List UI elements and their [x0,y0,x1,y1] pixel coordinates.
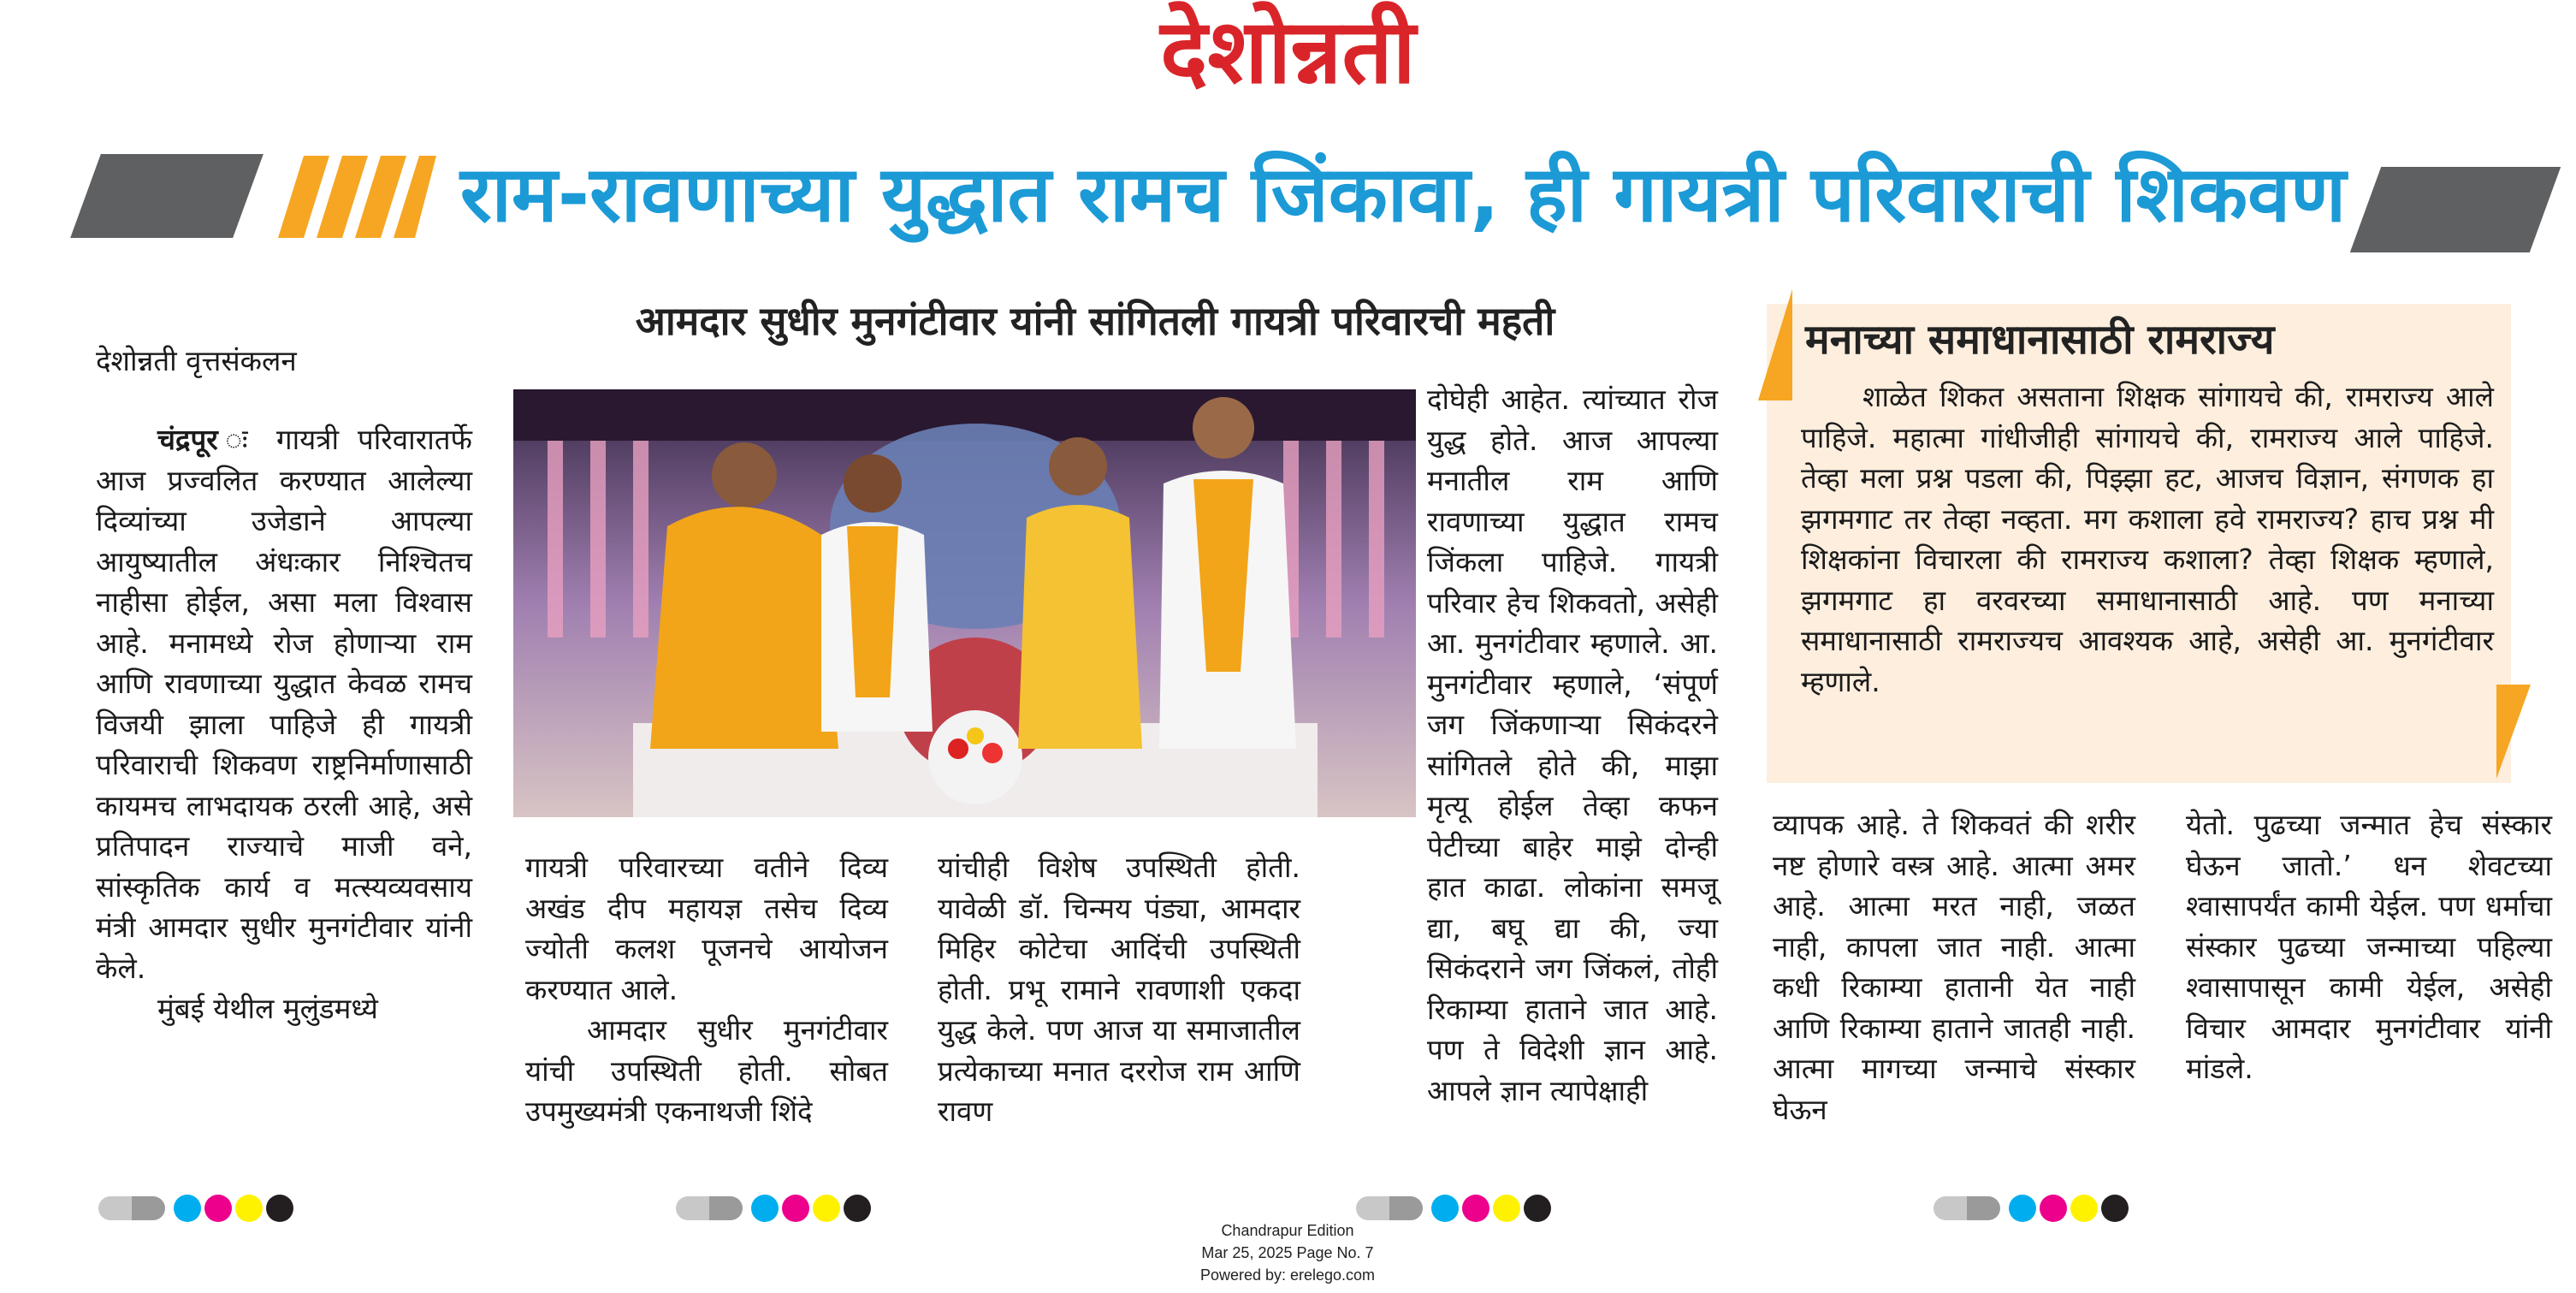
sidebar-title: मनाच्या समाधानासाठी रामराज्य [1805,316,2275,364]
column-4-text: दोघेही आहेत. त्यांच्यात रोज युद्ध होते. आज आपल्या मनातील राम आणि रावणाच्या युद्धात रामच जिंकला पाहिजे. गायत्री परिवार हेच शिकवतो, असेही आ. मुनगंटीवार म्हणाले. आ. मुनगंटीवार म्हणाले, ‘संपूर्ण जग जिंकणाऱ्या सिकंदरने सांगितले होते की, माझा मृत्यू होईल तेव्हा कफन पेटीच्या बाहेर माझे दोन्ही हात काढा. लोकांना समजू द्या, बघू द्या की, ज्या सिकंदराने जग जिंकलं, तोही रिकाम्या हाताने जात आहे. पण ते विदेशी ज्ञान आहे. आपले ज्ञान त्यापेक्षाही [1427,383,1718,1107]
sidebar-body [1801,377,2494,702]
banner-left-bar [70,154,264,238]
registration-marks-2 [676,1191,881,1225]
column-5-text: व्यापक आहे. ते शिकवतं की शरीर नष्ट होणारे वस्त्र आहे. आत्मा अमर आहे. आत्मा मरत नाही, जळत नाही, कापला जात नाही. आत्मा कधी रिकाम्या हातानी येत नाही आणि रिकाम्या हाताने जातही नाही. आत्मा मागच्या जन्माचे संस्कार घेऊन [1773,808,2135,1126]
banner-headline: राम-रावणाच्या युद्धात रामच जिंकावा, ही गायत्री परिवाराची शिकवण [459,150,2347,240]
column-1-paragraph-2: मुंबई येथील मुलुंडमध्ये [157,992,378,1025]
banner-right-bar [2350,167,2561,252]
article-column-4 [1427,379,1718,1111]
masthead-logo: देशोन्नती [1160,0,1416,104]
footer-edition: Chandrapur Edition [1221,1222,1354,1239]
registration-marks-1 [98,1191,304,1225]
sidebar-corner-top [1758,289,1792,400]
footer-date-page: Mar 25, 2025 Page No. 7 [1201,1244,1374,1261]
byline: देशोन्नती वृत्तसंकलन [96,344,297,377]
column-2-paragraph-1: गायत्री परिवारच्या वतीने दिव्य अखंड दीप महायज्ञ तसेच दिव्य ज्योती कलश पूजनचे आयोजन करण्यात आले. [525,851,888,1006]
dateline-city: चंद्रपूर [157,423,218,456]
page-footer [1116,1219,1459,1286]
column-6-text: येतो. पुढच्या जन्मात हेच संस्कार घेऊन जातो.’ धन शेवटच्या श्वासापर्यंत कामी येईल. पण धर्माचा संस्कार पुढच्या जन्माच्या पहिल्या श्वासापासून कामी येईल, असेही विचार आमदार मुनगंटीवार यांनी मांडले. [2186,808,2552,1085]
event-photo [513,389,1416,817]
column-1-text: ः गायत्री परिवारातर्फे आज प्रज्वलित करण्यात आलेल्या दिव्यांच्या उजेडाने आपल्या आयुष्यातील अंधःकार निश्चितच नाहीसा होईल, असा मला विश्वास आहे. मनामध्ये रोज होणाऱ्या राम आणि रावणाच्या युद्धात केवळ रामच विजयी झाला पाहिजे ही गायत्री परिवाराची शिकवण राष्ट्रनिर्माणासाठी कायमच लाभदायक ठरली आहे, असे प्रतिपादन राज्याचे माजी वने, सांस्कृतिक कार्य व मत्स्यव्यवसाय मंत्री आमदार सुधीर मुनगंटीवार यांनी केले. [96,423,472,985]
article-column-5 [1773,804,2135,1130]
article-column-1 [96,419,472,1029]
article-column-3 [938,847,1300,1132]
sidebar-corner-bottom [2496,685,2531,779]
column-3-text: यांचीही विशेष उपस्थिती होती. यावेळी डॉ. चिन्मय पंड्या, आमदार मिहिर कोटेचा आदिंची उपस्थिती होती. प्रभू रामाने रावणाशी एकदा युद्ध केले. पण आज या समाजातील प्रत्येकाच्या मनात दररोज राम आणि रावण [938,851,1300,1128]
sidebar-text: शाळेत शिकत असताना शिक्षक सांगायचे की, रामराज्य आले पाहिजे. महात्मा गांधीजीही सांगायचे की, रामराज्य आले पाहिजे. तेव्हा मला प्रश्न पडला की, पिझ्झा हट, आजच विज्ञान, संगणक हा झगमगाट तर तेव्हा नव्हता. मग कशाला हवे रामराज्य? हाच प्रश्न मी शिक्षकांना विचारला की रामराज्य कशाला? तेव्हा शिक्षक म्हणाले, झगमगाट हा वरवरच्या समाधानासाठी आहे. पण मनाच्या समाधानासाठी रामराज्यच आवश्यक आहे, असेही आ. मुनगंटीवार म्हणाले. [1801,380,2494,698]
column-2-paragraph-2: आमदार सुधीर मुनगंटीवार यांची उपस्थिती होती. सोबत उपमुख्यमंत्री एकनाथजी शिंदे [525,1013,888,1128]
article-column-6 [2186,804,2552,1089]
footer-powered-by: Powered by: erelego.com [1199,1266,1376,1284]
banner-stripes [252,156,436,238]
article-subheadline: आमदार सुधीर मुनगंटीवार यांनी सांगितली गायत्री परिवारची महती [635,298,1555,344]
article-column-2 [525,847,888,1132]
registration-marks-4 [1933,1191,2139,1225]
